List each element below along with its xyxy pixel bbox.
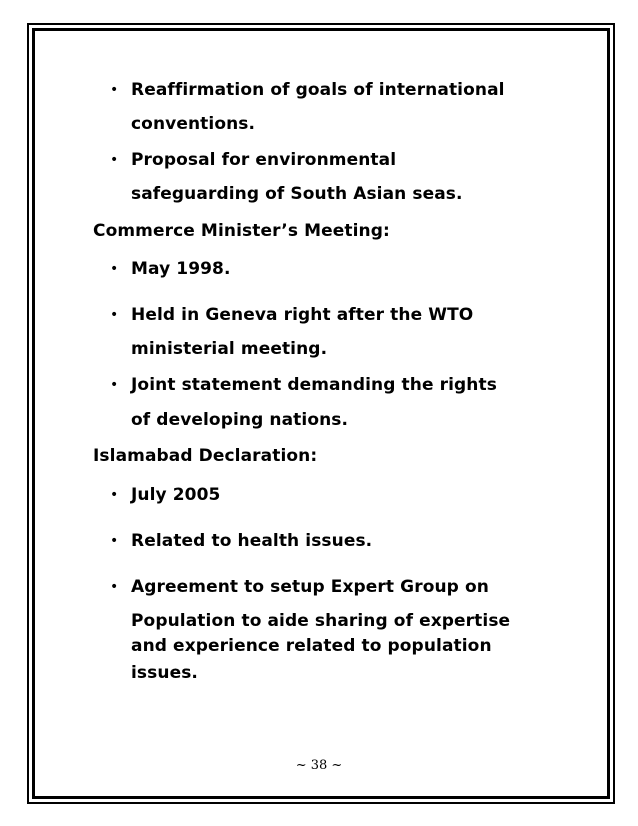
bullet-item-text: Joint statement demanding the rights: [131, 375, 497, 395]
bullet-glyph: •: [110, 261, 119, 277]
bullet-item-continuation: ministerial meeting.: [131, 339, 328, 359]
bullet-glyph: •: [110, 82, 119, 98]
page-number: ~ 38 ~: [295, 758, 343, 773]
bullet-glyph: •: [110, 579, 119, 595]
bullet-item-continuation: safeguarding of South Asian seas.: [131, 184, 463, 204]
bullet-item-text: Related to health issues.: [131, 531, 373, 551]
section-heading: Commerce Minister’s Meeting:: [93, 221, 390, 241]
bullet-item-continuation: issues.: [131, 663, 198, 683]
bullet-item-continuation: Population to aide sharing of expertise: [131, 611, 511, 631]
bullet-item-continuation: of developing nations.: [131, 410, 349, 430]
bullet-item-text: Proposal for environmental: [131, 150, 397, 170]
bullet-item-text: July 2005: [131, 485, 221, 505]
section-heading: Islamabad Declaration:: [93, 446, 318, 466]
bullet-glyph: •: [110, 152, 119, 168]
bullet-glyph: •: [110, 307, 119, 323]
bullet-item-text: Agreement to setup Expert Group on: [131, 577, 489, 597]
bullet-item-text: May 1998.: [131, 259, 231, 279]
bullet-glyph: •: [110, 487, 119, 503]
bullet-item-continuation: and experience related to population: [131, 636, 492, 656]
bullet-glyph: •: [110, 377, 119, 393]
bullet-item-text: Held in Geneva right after the WTO: [131, 305, 474, 325]
bullet-item-text: Reaffirmation of goals of international: [131, 80, 505, 100]
bullet-item-continuation: conventions.: [131, 114, 256, 134]
bullet-glyph: •: [110, 533, 119, 549]
